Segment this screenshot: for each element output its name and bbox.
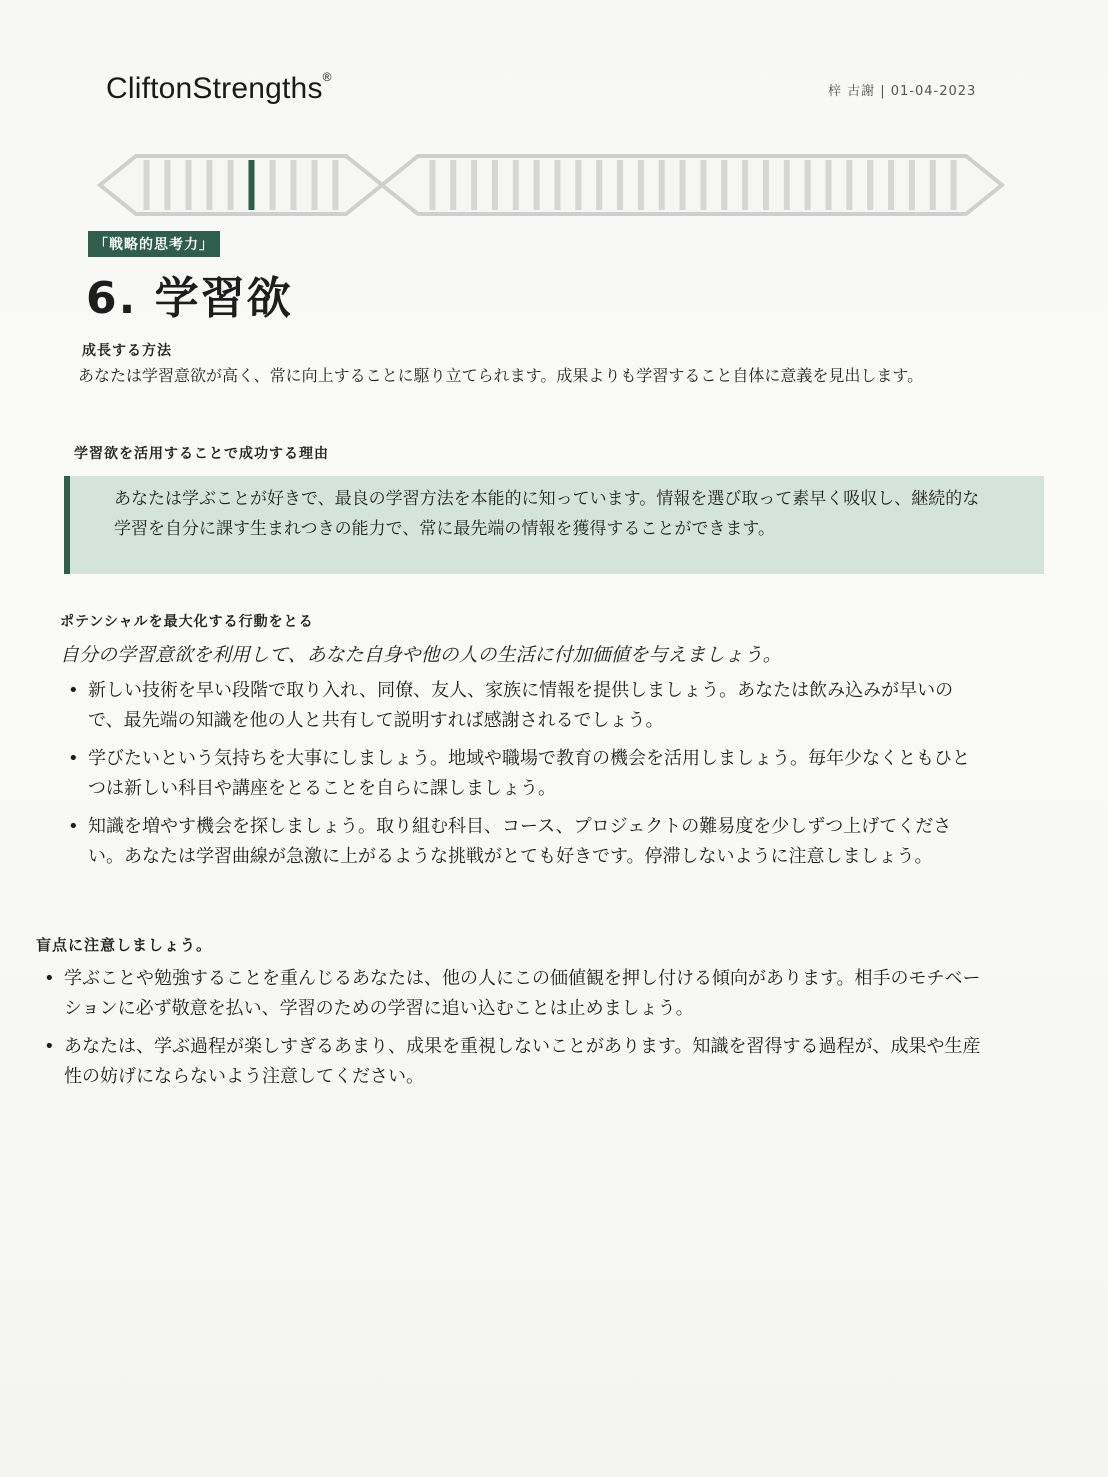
strip-segment	[555, 160, 561, 210]
success-heading: 学習欲を活用することで成功する理由	[74, 446, 329, 462]
success-quote-box	[64, 476, 1044, 574]
success-quote-text: あなたは学ぶことが好きで、最良の学習方法を本能的に知っています。情報を選び取って素早く吸収し、継続的な学習を自分に課す生まれつきの能力で、常に最先端の情報を獲得することができます。	[114, 489, 980, 539]
strip-left-arrow	[100, 156, 382, 214]
strip-segment	[450, 160, 456, 210]
bullet-dot: •	[44, 968, 55, 989]
strip-segment	[513, 160, 519, 210]
strip-segment	[909, 160, 915, 210]
strip-segment	[429, 160, 435, 210]
strip-segment	[575, 160, 581, 210]
strip-segment	[492, 160, 498, 210]
strip-segment	[888, 160, 894, 210]
strip-segment	[207, 160, 213, 210]
strip-segment	[228, 160, 234, 210]
bullet-dot: •	[44, 1036, 55, 1057]
list-item: • あなたは、学ぶ過程が楽しすぎるあまり、成果を重視しないことがあります。知識を習得する過程が、成果や生産性の妨げにならないよう注意してください。	[38, 1032, 998, 1092]
strip-segment	[951, 160, 957, 210]
strip-highlight-segment	[249, 160, 255, 210]
bullet-dot: •	[68, 816, 79, 837]
strip-segment	[534, 160, 540, 210]
bullet-dot: •	[68, 680, 79, 701]
actions-heading: ポテンシャルを最大化する行動をとる	[60, 614, 314, 630]
strip-segment	[846, 160, 852, 210]
strip-segment	[784, 160, 790, 210]
strip-segment	[165, 160, 171, 210]
strip-segment	[763, 160, 769, 210]
list-item: • 新しい技術を早い段階で取り入れ、同僚、友人、家族に情報を提供しましょう。あなたは飲み込みが早いので、最先端の知識を他の人と共有して説明すれば感謝されるでしょう。	[62, 676, 982, 736]
strip-segment	[700, 160, 706, 210]
strip-segment	[867, 160, 873, 210]
page-title: 6. 学習欲	[86, 273, 293, 324]
strip-segment	[659, 160, 665, 210]
strip-segment	[312, 160, 318, 210]
cliftonstrengths-logo: CliftonStrengths®	[106, 70, 332, 105]
strip-segment	[186, 160, 192, 210]
strip-segment	[742, 160, 748, 210]
strip-segment	[333, 160, 339, 210]
strip-segment	[680, 160, 686, 210]
strengths-rank-strip	[96, 150, 1008, 220]
strip-segment	[291, 160, 297, 210]
strip-segment	[721, 160, 727, 210]
strip-segment	[638, 160, 644, 210]
bullet-dot: •	[68, 748, 79, 769]
strip-segment	[270, 160, 276, 210]
strip-segment	[617, 160, 623, 210]
list-item: • 知識を増やす機会を探しましょう。取り組む科目、コース、プロジェクトの難易度を少しずつ上げてください。あなたは学習曲線が急激に上がるような挑戦がとても好きです。停滞しないように注意しましょう。	[62, 812, 982, 872]
strip-segment	[596, 160, 602, 210]
strip-segment	[930, 160, 936, 210]
blindspots-heading: 盲点に注意しましょう。	[36, 936, 213, 954]
strip-segment	[144, 160, 150, 210]
actions-list	[62, 676, 982, 880]
strip-left-outline	[100, 156, 382, 214]
list-item: • 学びたいという気持ちを大事にしましょう。地域や職場で教育の機会を活用しましょう。毎年少なくともひとつは新しい科目や講座をとることを自らに課しましょう。	[62, 744, 982, 804]
header-name-date: 梓 古謝 | 01-04-2023	[828, 84, 977, 99]
strip-right-arrow	[382, 156, 1002, 214]
growth-heading: 成長する方法	[82, 343, 172, 359]
list-item: • 学ぶことや勉強することを重んじるあなたは、他の人にこの価値観を押し付ける傾向があります。相手のモチベーションに必ず敬意を払い、学習のための学習に追い込むことは止めましょう。	[38, 964, 998, 1024]
strip-segment	[826, 160, 832, 210]
theme-category-tag: 「戦略的思考力」	[88, 231, 220, 257]
growth-text: あなたは学習意欲が高く、常に向上することに駆り立てられます。成果よりも学習すること自体に意義を見出します。	[78, 366, 924, 385]
strip-segment	[471, 160, 477, 210]
blindspots-list	[38, 964, 998, 1100]
strip-segment	[805, 160, 811, 210]
actions-lead: 自分の学習意欲を利用して、あなた自身や他の人の生活に付加価値を与えましょう。	[60, 644, 782, 666]
